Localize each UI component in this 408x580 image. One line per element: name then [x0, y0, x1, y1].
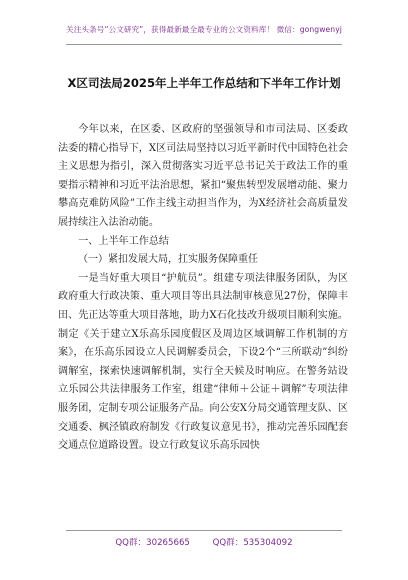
footer-contact — [0, 536, 408, 548]
qq-group-2: QQ群：535304092 — [212, 538, 293, 548]
section-heading: 一、上半年工作总结 — [78, 235, 170, 247]
qq-group-1: QQ群：30265665 — [115, 538, 190, 548]
document-body — [58, 121, 348, 456]
header-divider — [66, 44, 342, 45]
header-notice: 关注头条号“公文研究”，获得最新最全最专业的公文资料库！ 微信：gongwenyj — [66, 25, 342, 34]
body-paragraph: 一是当好重大项目“护航员”。组建专项法律服务团队，为区政府重大行政决策、重大项目等出具法制审核意见27份，保障丰田、先正达等重大项目落地，助力X石化技改升级项目顺利实施。制定《关于建立X乐高乐园度假区及周边区域调解工作机制的方案》，在乐高乐园设立人民调解委员会，下设2个“三所联动”纠纷调解室，探索快速调解机制，实行全天候及时响应。在警务站设立乐园公共法律服务工作室，组建“律师＋公证＋调解”专项法律服务团，定制专项公证服务产品。向公安X分局交通管理支队、区交通委、枫泾镇政府制发《行政复议意见书》，推动完善乐园配套交通点位道路设置。设立行政复议乐高乐园快 — [58, 272, 348, 452]
document-title: X区司法局2025年上半年工作总结和下半年工作计划 — [67, 76, 341, 90]
subsection-heading: （一）紧扣发展大局，扛实服务保障重任 — [78, 254, 258, 266]
footer-divider — [66, 530, 342, 531]
intro-paragraph: 今年以来，在区委、区政府的坚强领导和市司法局、区委政法委的精心指导下，X区司法局坚持以习近平新时代中国特色社会主义思想为指引，深入贯彻落实习近平总书记关于政法工作的重要指示精神和习近平法治思想，紧扣“聚焦转型发展增动能、聚力攀高克难防风险”工作主线主动担当作为，为X经济社会高质量发展持续注入法治动能。 — [58, 124, 348, 228]
